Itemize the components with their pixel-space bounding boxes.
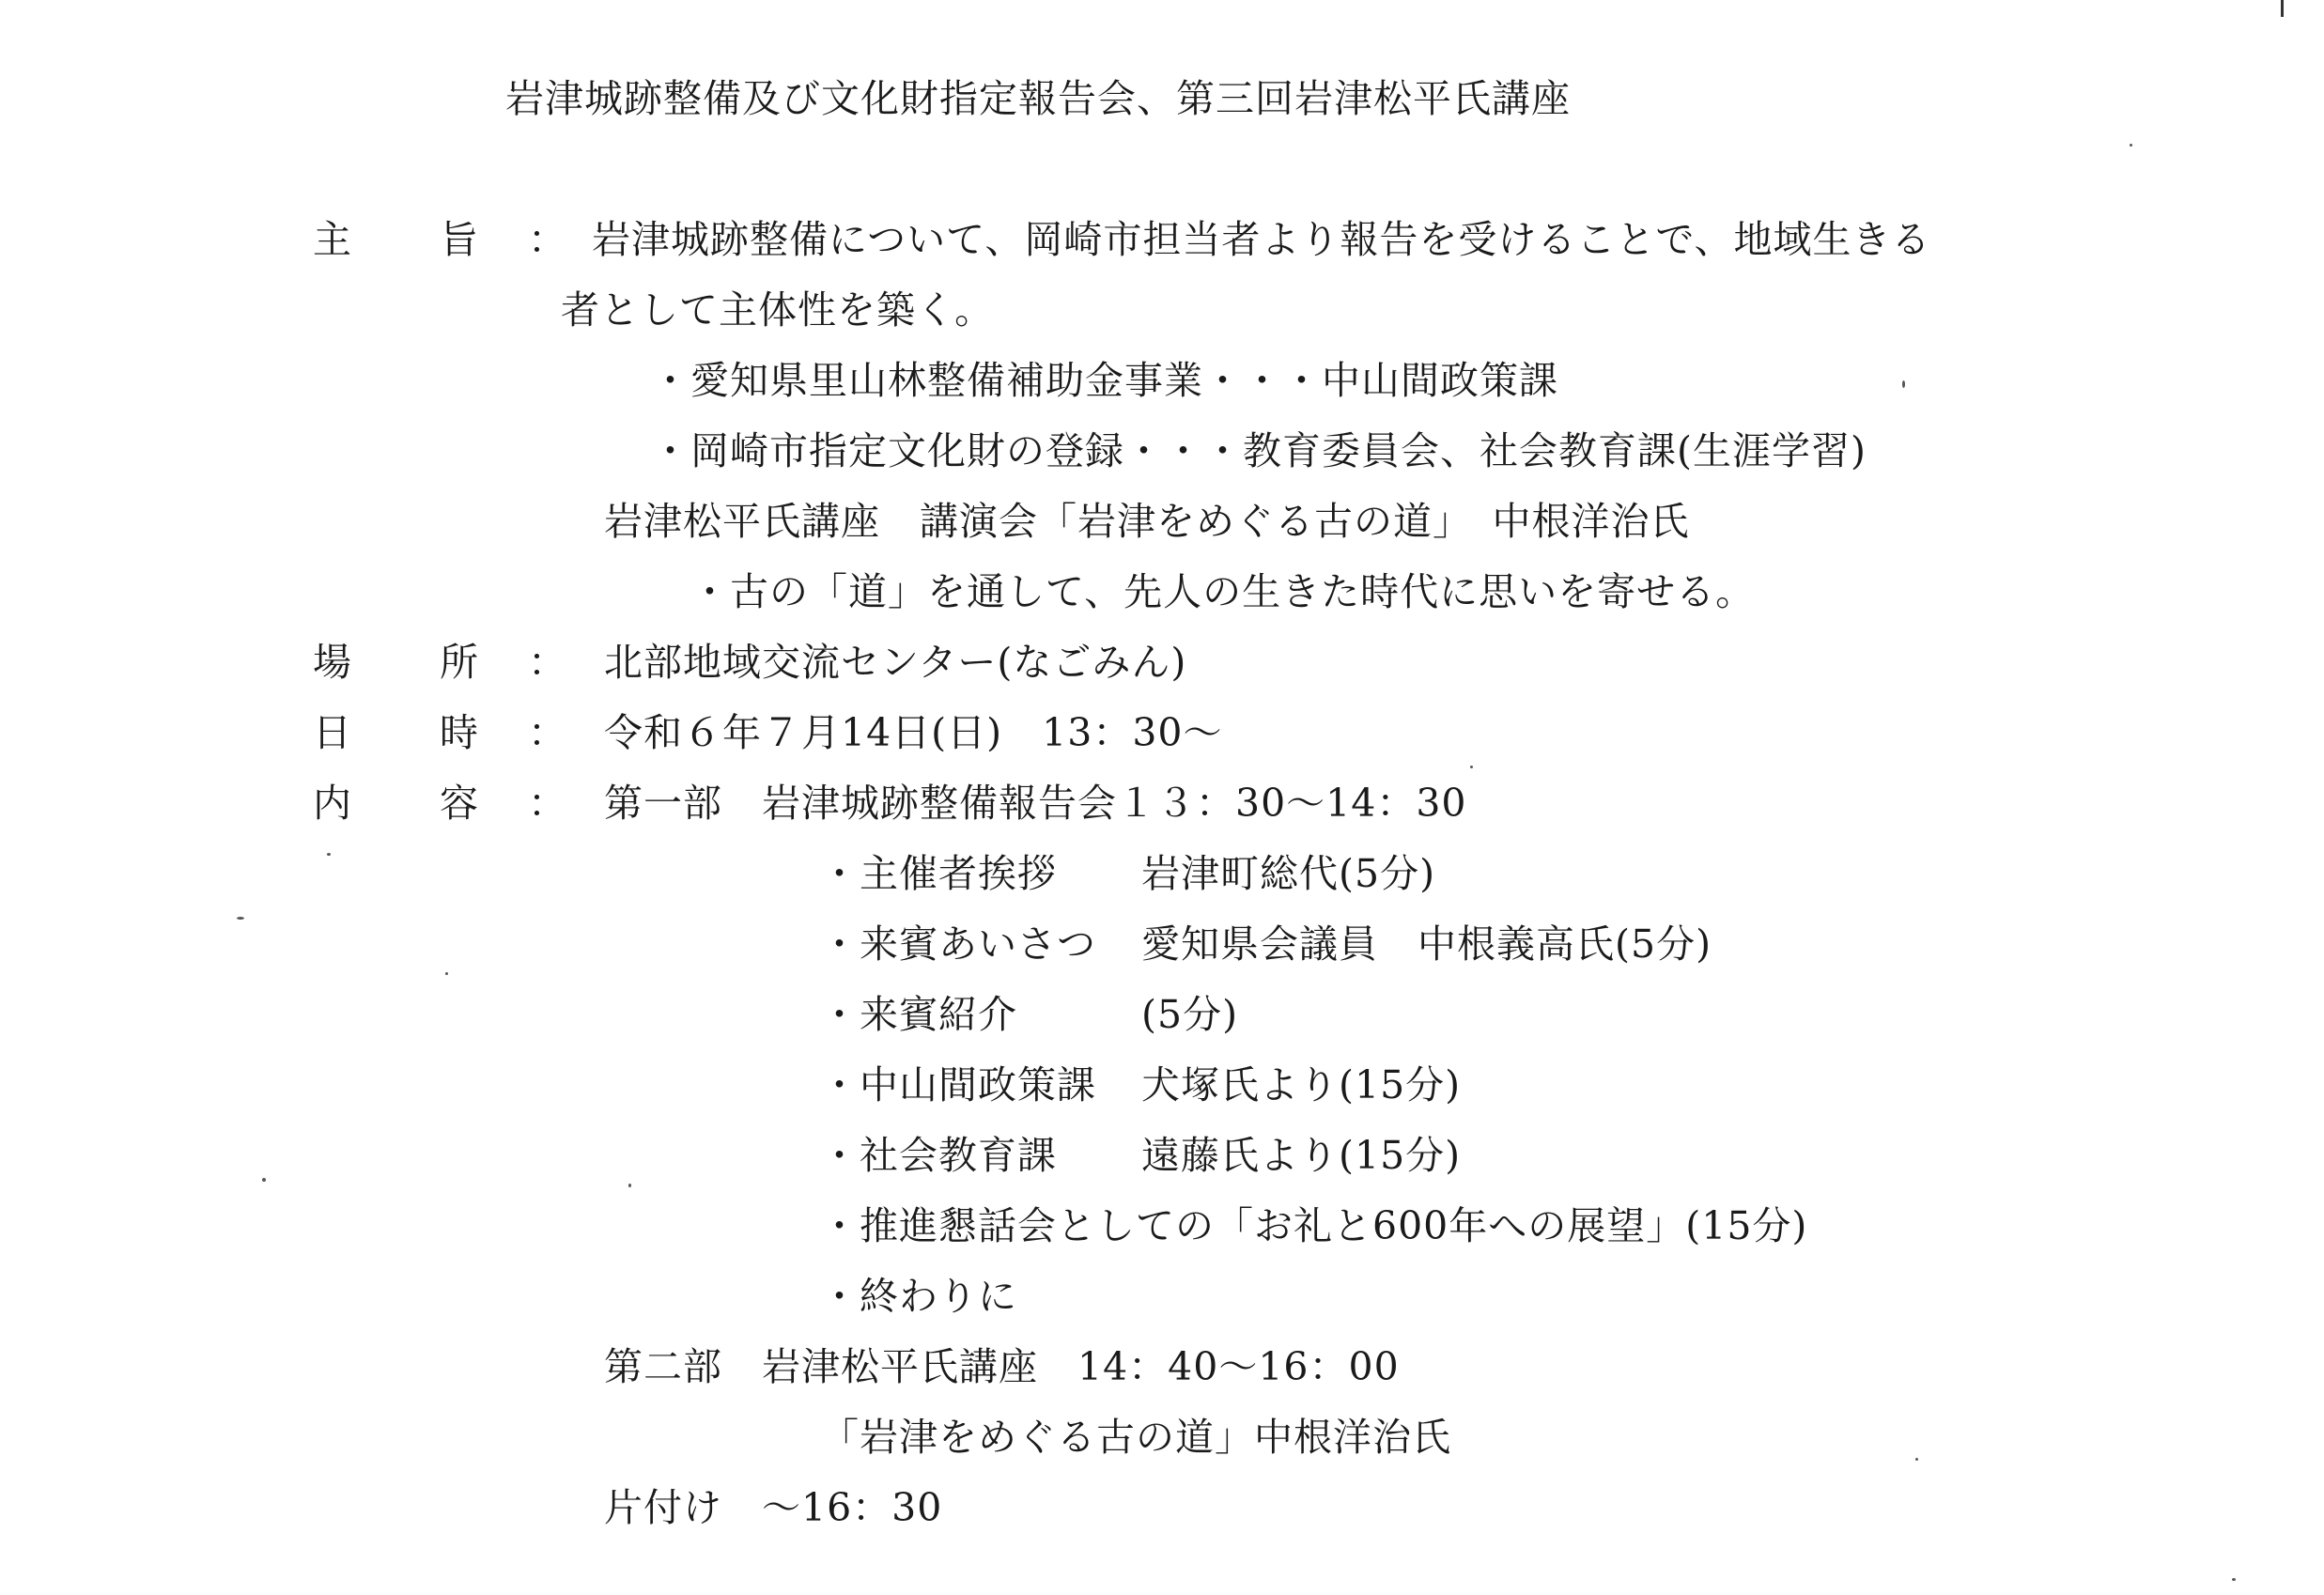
place-value: 北部地域交流センター(なごみん) [604,640,1187,685]
part1-item-6-title: ・推進懇話会としての「お礼と600年への展望」(15分) [820,1203,1808,1248]
part1-heading: 第一部 岩津城跡整備報告会１３：30～14：30 [604,781,1467,826]
label-purpose-colon: ： [528,217,566,262]
scan-edge-mark [2281,0,2284,17]
purpose-bullet-2: ・岡崎市指定文化財の登録・・・教育委員会、社会教育課(生涯学習) [651,428,1867,473]
purpose-text-line-1: 岩津城跡整備について、岡崎市担当者より報告を受けることで、地域生きる [592,217,1931,262]
part1-item-1-title: ・主催者挨拶 [820,851,1057,896]
label-content-char-2: 容 [440,781,478,826]
purpose-bullet-1: ・愛知県里山林整備補助金事業・・・中山間政策課 [651,358,1558,403]
label-place-char-2: 所 [440,640,478,685]
part1-item-2-detail: 愛知県会議員 中根義高氏(5分) [1141,921,1712,967]
part1-item-1-detail: 岩津町総代(5分) [1141,851,1436,896]
label-purpose-char-1: 主 [313,217,351,262]
document-title: 岩津城跡整備及び文化財指定報告会、第三回岩津松平氏講座 [505,76,1571,121]
label-content-colon: ： [528,781,566,826]
part2-heading: 第二部 岩津松平氏講座 14：40～16：00 [604,1344,1400,1389]
cleanup-line: 片付け ～16：30 [604,1485,943,1530]
purpose-text-line-2: 者として主体性を築く。 [561,287,995,333]
part1-item-2-title: ・来賓あいさつ [820,921,1096,967]
part1-item-3-detail: (5分) [1141,992,1239,1037]
label-datetime-char-1: 日 [313,710,351,755]
scan-speck [445,972,448,975]
purpose-lecture-line: 岩津松平氏講座 講演会「岩津をめぐる古の道」 中根洋治氏 [604,499,1690,544]
label-datetime-char-2: 時 [440,710,478,755]
part2-lecture: 「岩津をめぐる古の道」中根洋治氏 [820,1415,1451,1460]
scan-speck [2232,1578,2236,1581]
scan-speck [1902,380,1905,388]
part1-item-5-title: ・社会教育課 [820,1133,1057,1178]
label-content-char-1: 内 [313,781,351,826]
part1-item-4-title: ・中山間政策課 [820,1062,1096,1107]
label-purpose-char-2: 旨 [440,217,478,262]
datetime-value: 令和６年７月14日(日) 13：30～ [604,710,1223,755]
scan-speck [628,1184,631,1187]
part1-item-7-title: ・終わりに [820,1274,1017,1319]
scan-speck [237,917,244,920]
scan-speck [262,1178,266,1182]
part1-item-5-detail: 遠藤氏より(15分) [1141,1133,1462,1178]
label-datetime-colon: ： [528,710,566,755]
label-place-char-1: 場 [313,640,351,685]
scan-speck [1915,1458,1918,1461]
scan-speck [1470,766,1473,768]
purpose-lecture-note: ・古の「道」を通して、先人の生きた時代に思いを寄せる。 [690,569,1756,614]
scan-speck [327,853,331,856]
scan-speck [2130,144,2132,147]
part1-item-3-title: ・来賓紹介 [820,992,1017,1037]
label-place-colon: ： [528,640,566,685]
part1-item-4-detail: 犬塚氏より(15分) [1141,1062,1462,1107]
